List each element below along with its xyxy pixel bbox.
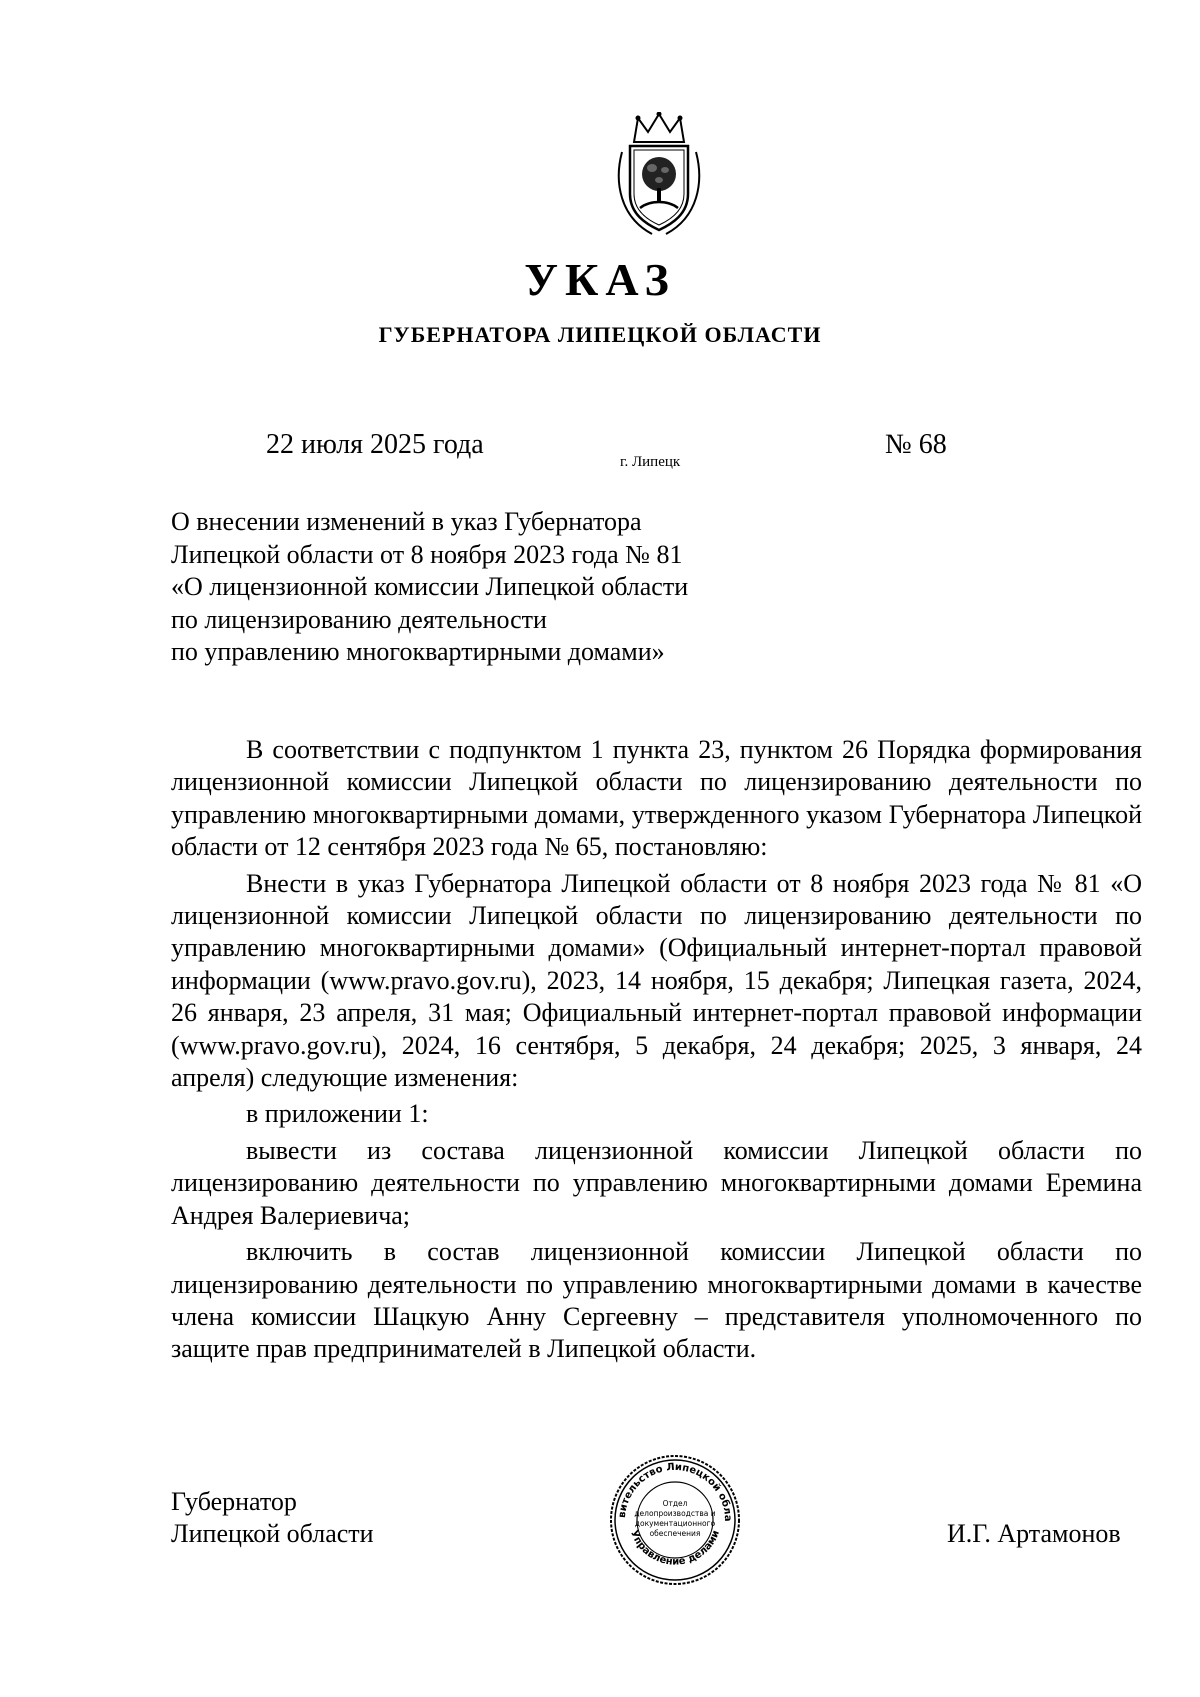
signatory-position-line: Губернатор [171, 1487, 297, 1516]
document-date: 22 июля 2025 года [266, 429, 484, 460]
document-number: № 68 [885, 429, 947, 460]
seal-outer-text: вительство Липецкой обла [616, 1461, 734, 1522]
subject-line: «О лицензионной комиссии Липецкой области [171, 572, 689, 601]
signatory-position [171, 1486, 374, 1550]
subject-line: по лицензированию деятельности [171, 604, 547, 634]
body-paragraph: Внести в указ Губернатора Липецкой области от 8 ноября 2023 года № 81 «О лицензионной комиссии Липецкой области по лицензированию деятельности по управлению многоквартирными домами» (Официальный интернет-портал правовой информации (www.pravo.gov.ru), 2023, 14 ноября, 15 декабря; Липецкая газета, 2024, 26 января, 23 апреля, 31 мая; Официальный интернет-портал правовой информации (www.pravo.gov.ru), 2024, 16 сентября, 5 декабря, 24 декабря; 2025, 3 января, 24 апреля) следующие изменения: [171, 868, 1142, 1093]
document-type-title: УКАЗ [524, 254, 676, 305]
seal-inner-line: документационного [634, 1519, 716, 1528]
subject-line: по управлению многоквартирными домами» [171, 637, 665, 666]
signatory-position-line: Липецкой области [171, 1519, 374, 1548]
body-paragraph: включить в состав лицензионной комиссии Липецкой области по лицензированию деятельности по управлению многоквартирными домами в качестве члена комиссии Шацкую Анну Сергеевну – представителя уполномоченного по защите прав предпринимателей в Липецкой области. [171, 1237, 1142, 1364]
body-paragraph: вывести из состава лицензионной комиссии Липецкой области по лицензированию деятельности по управлению многоквартирными домами Еремина Андрея Валериевича; [171, 1135, 1142, 1230]
seal-bottom-text: Управление делами [627, 1528, 722, 1568]
coat-of-arms-icon [612, 112, 706, 240]
body-paragraph: в приложении 1: [246, 1099, 429, 1129]
signatory-name: И.Г. Артамонов [947, 1519, 1121, 1548]
seal-inner-line: обеспечения [649, 1529, 701, 1538]
document-subject [171, 506, 791, 669]
seal-inner-line: Отдел [662, 1499, 688, 1508]
official-seal-stamp [607, 1452, 743, 1588]
seal-inner-line: делопроизводства и [634, 1509, 716, 1518]
subject-line: О внесении изменений в указ Губернатора [171, 507, 642, 536]
body-paragraph: В соответствии с подпунктом 1 пункта 23, пунктом 26 Порядка формирования лицензионной комиссии Липецкой области по лицензированию деятельности по управлению многоквартирными домами, утвержденного указом Губернатора Липецкой области от 12 сентября 2023 года № 65, постановляю: [171, 735, 1142, 862]
subject-line: Липецкой области от 8 ноября 2023 года № 81 [171, 539, 683, 569]
issuer-title: ГУБЕРНАТОРА ЛИПЕЦКОЙ ОБЛАСТИ [378, 322, 822, 347]
document-city: г. Липецк [620, 454, 681, 470]
document-body [171, 734, 1142, 1370]
